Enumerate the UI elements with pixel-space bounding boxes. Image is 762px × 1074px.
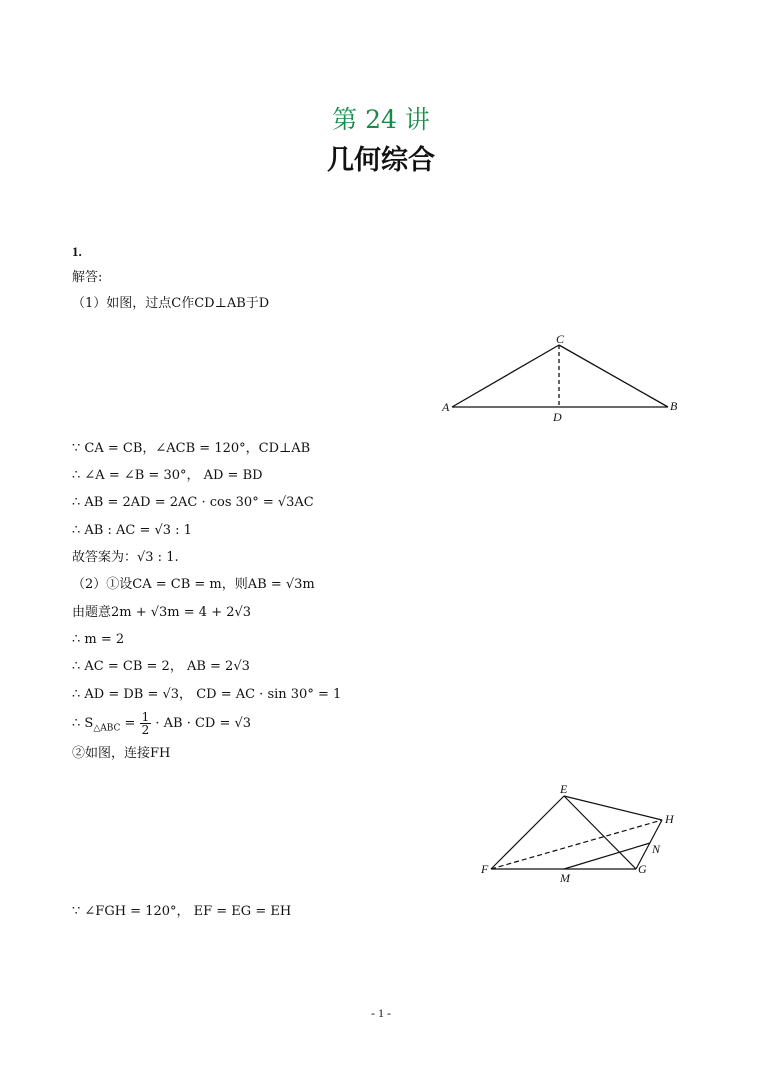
area-formula-line: ∴ $S_{\triangle ABC}$ = $\frac{1}{2}$ · AB · CD = √3 xyxy=(72,710,252,737)
solution-line-5: ∴ AB : AC = √3 : 1 xyxy=(72,523,192,538)
label-e: E xyxy=(560,782,568,796)
label-m: M xyxy=(560,871,570,885)
segment-fh-dashed xyxy=(491,820,662,869)
question-number: 1. xyxy=(72,244,82,259)
label-b: B xyxy=(670,399,678,413)
figure-quadrilateral-efgh xyxy=(478,780,688,890)
solution-line-10: ∴ AC = CB = 2， AB = 2√3 xyxy=(72,659,250,674)
solution-line-2: ∵ CA = CB，∠ACB = 120°，CD⊥AB xyxy=(72,441,311,456)
solution-line-12: ②如图，连接FH xyxy=(72,746,171,761)
segment-ef xyxy=(491,796,564,869)
solution-line-8: 由题意2m + √3m = 4 + 2√3 xyxy=(72,605,252,620)
solution-line-6: 故答案为：√3 : 1. xyxy=(72,550,179,565)
solution-line-7: （2）①设CA = CB = m，则AB = √3m xyxy=(72,577,315,592)
answer-label: 解答: xyxy=(72,270,103,285)
label-f: F xyxy=(481,862,489,876)
fraction-one-half: $\frac{1}{2}$ xyxy=(141,710,150,737)
page-number: - 1 - xyxy=(371,1006,391,1020)
label-d: D xyxy=(553,410,562,424)
label-a: A xyxy=(442,400,450,414)
solution-line-9: ∴ m = 2 xyxy=(72,632,125,647)
figure-triangle-abc xyxy=(438,330,688,430)
label-c: C xyxy=(556,332,565,346)
lecture-number: 第 24 讲 xyxy=(332,105,430,134)
solution-line-1: （1）如图，过点C作CD⊥AB于D xyxy=(72,296,270,311)
solution-line-3: ∴ ∠A = ∠B = 30°， AD = BD xyxy=(72,468,263,483)
page-title: 几何综合 xyxy=(327,145,435,176)
label-g: G xyxy=(638,862,647,876)
segment-ac xyxy=(452,345,559,407)
solution-line-11: ∴ AD = DB = √3， CD = AC · sin 30° = 1 xyxy=(72,687,342,702)
solution-line-4: ∴ AB = 2AD = 2AC · cos 30° = √3AC xyxy=(72,495,314,510)
label-h: H xyxy=(665,812,674,826)
segment-cb xyxy=(559,345,668,407)
solution-line-13: ∵ ∠FGH = 120°， EF = EG = EH xyxy=(72,904,292,919)
segment-he xyxy=(564,796,662,820)
label-n: N xyxy=(652,842,661,856)
